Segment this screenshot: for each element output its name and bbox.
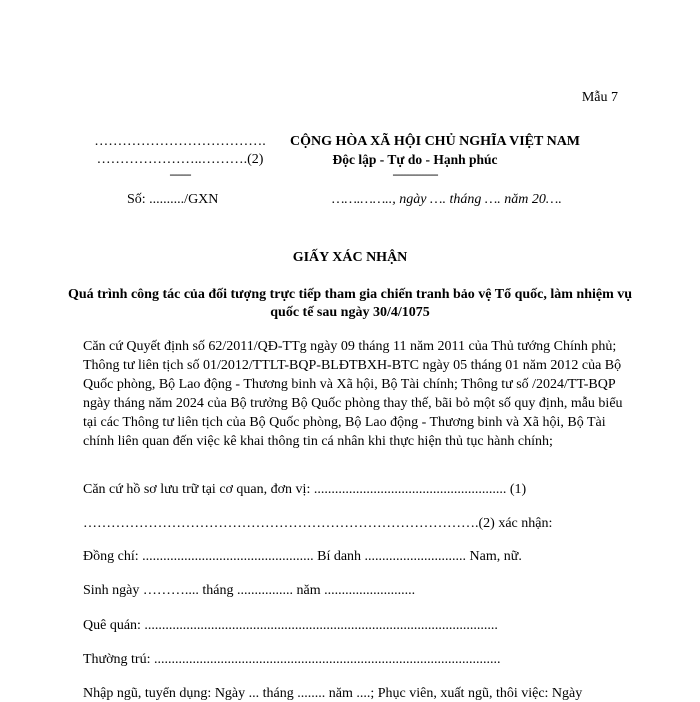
nation-name: CỘNG HÒA XÃ HỘI CHỦ NGHĨA VIỆT NAM — [290, 134, 581, 149]
residence-line: Thường trú: ................................................................................................... — [83, 652, 501, 667]
records-line: Căn cứ hồ sơ lưu trữ tại cơ quan, đơn vị: ....................................................... (1) — [83, 482, 527, 497]
document-number: Số: ........../GXN — [127, 192, 219, 207]
agency-line-1: ………………………………. — [94, 134, 266, 149]
hometown-line: Quê quán: ..................................................................................................... — [83, 618, 498, 633]
birth-date-line: Sinh ngày ……….... tháng ................ năm .......................... — [83, 583, 416, 598]
agency-line-2: …………………..……….(2) — [96, 152, 264, 167]
comrade-line: Đồng chí: ................................................. Bí danh ............................. Nam, nữ. — [83, 549, 522, 564]
national-motto: Độc lập - Tự do - Hạnh phúc — [332, 152, 498, 167]
motto-divider: --------------- — [392, 167, 438, 181]
confirming-unit-line: ………………………………………………………………………….(2) xác nhận: — [83, 516, 553, 531]
issuing-agency-header — [85, 133, 275, 179]
place-and-date: …….…….., ngày …. tháng …. năm 20…. — [332, 192, 562, 207]
legal-basis-paragraph: Căn cứ Quyết định số 62/2011/QĐ-TTg ngày 09 tháng 11 năm 2011 của Thủ tướng Chính phủ; Thông tư liên tịch số 01/2012/TTLT-BQP-BLĐTBXH-BTC ngày 05 tháng 01 năm 2012 của Bộ Quốc phòng, Bộ Lao động - Thương binh và Xã hội, Bộ Tài chính; Thông tư số /2024/TT-BQP ngày tháng năm 2024 của Bộ trưởng Bộ Quốc phòng thay thế, bãi bỏ một số quy định, mẫu biểu tại các Thông tư liên tịch của Bộ Quốc phòng, Bộ Lao động - Thương binh và Xã hội, Bộ Tài chính liên quan đến việc kê khai thông tin cá nhân khi thực hiện thủ tục hành chính; — [83, 339, 623, 449]
form-number: Mẫu 7 — [581, 90, 618, 105]
document-subtitle: Quá trình công tác của đối tượng trực tiếp tham gia chiến tranh bảo vệ Tổ quốc, làm nhiệm vụ quốc tế sau ngày 30/4/1075 — [67, 287, 633, 320]
national-header — [290, 133, 581, 181]
agency-divider: ------- — [169, 167, 191, 181]
document-title: GIẤY XÁC NHẬN — [292, 250, 408, 265]
enlistment-line: Nhập ngũ, tuyển dụng: Ngày ... tháng ........ năm ....; Phục viên, xuất ngũ, thôi việc: Ngày — [83, 686, 583, 701]
